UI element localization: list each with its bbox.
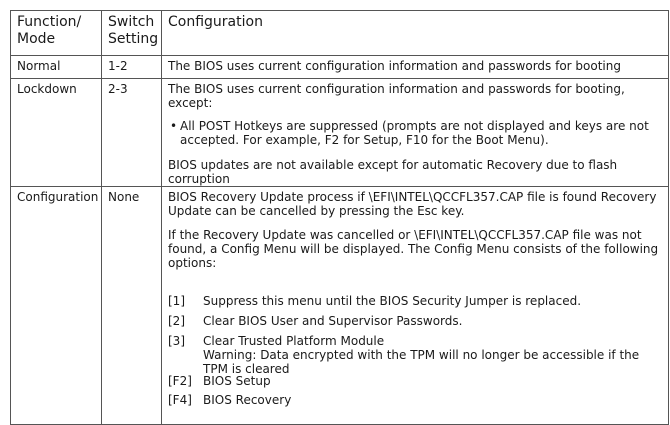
config-cell	[162, 79, 669, 187]
table-row-normal	[11, 56, 669, 79]
lockdown-description: The BIOS uses current configuration information and passwords for booting, except:	[168, 82, 625, 110]
option-text: Clear Trusted Platform Module	[203, 334, 385, 348]
setting-cell: 1-2	[102, 56, 162, 79]
config-menu-options	[168, 294, 662, 376]
function-key-list	[168, 374, 662, 407]
header-function-mode	[11, 11, 102, 56]
bullet-dot-icon: •	[170, 119, 178, 133]
mode-cell: Normal	[11, 56, 102, 79]
header-row	[11, 11, 669, 56]
lockdown-note: BIOS updates are not available except for automatic Recovery due to flash corruption	[168, 158, 618, 186]
option-item	[168, 334, 662, 376]
config-menu-paragraph: If the Recovery Update was cancelled or \EFI\INTEL\QCCFL357.CAP file was not found, a Config Menu will be displayed. The Config Menu consists of the following options:	[168, 228, 659, 270]
fkey-key: [F4]	[168, 393, 192, 407]
header-function-mode-line1: Function/	[17, 14, 82, 30]
header-switch-setting-line2: Setting	[108, 31, 159, 47]
option-item	[168, 294, 662, 308]
fkey-item	[168, 393, 662, 407]
option-warning: Warning: Data encrypted with the TPM will no longer be accessible if the TPM is cleared	[203, 348, 640, 376]
table-row-configuration	[11, 187, 669, 425]
jumper-config-table	[10, 10, 669, 425]
setting-cell: None	[102, 187, 162, 425]
header-switch-setting	[102, 11, 162, 56]
option-text: Clear BIOS User and Supervisor Passwords.	[203, 314, 463, 328]
header-function-mode-line2: Mode	[17, 31, 56, 47]
bullet-text: All POST Hotkeys are suppressed (prompts are not displayed and keys are not accepted. For example, F2 for Setup, F10 for the Boot Menu).	[180, 119, 649, 147]
option-text-block	[203, 334, 662, 376]
option-key: [1]	[168, 294, 185, 308]
fkey-item	[168, 374, 662, 388]
fkey-text: BIOS Recovery	[203, 393, 292, 407]
header-switch-setting-line1: Switch	[108, 14, 155, 30]
mode-cell: Configuration	[11, 187, 102, 425]
option-key: [2]	[168, 314, 185, 328]
table-row-lockdown	[11, 79, 669, 187]
recovery-paragraph: BIOS Recovery Update process if \EFI\INTEL\QCCFL357.CAP file is found Recovery Update can be cancelled by pressing the Esc key.	[168, 190, 657, 218]
fkey-text: BIOS Setup	[203, 374, 271, 388]
mode-cell: Lockdown	[11, 79, 102, 187]
config-cell	[162, 187, 669, 425]
header-configuration: Configuration	[162, 11, 669, 56]
option-key: [3]	[168, 334, 185, 348]
option-text: Suppress this menu until the BIOS Security Jumper is replaced.	[203, 294, 582, 308]
lockdown-bullet	[168, 119, 662, 147]
setting-cell: 2-3	[102, 79, 162, 187]
config-cell: The BIOS uses current configuration information and passwords for booting	[162, 56, 669, 79]
fkey-key: [F2]	[168, 374, 192, 388]
option-item	[168, 314, 662, 328]
